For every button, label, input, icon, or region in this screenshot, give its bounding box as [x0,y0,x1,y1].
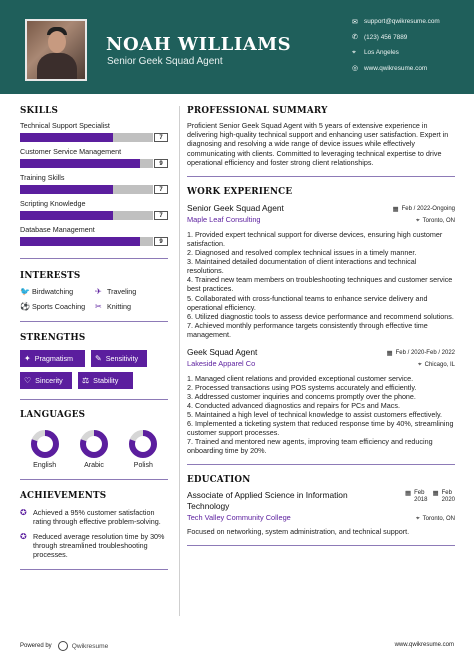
skill-label: Database Management [20,225,95,234]
heart-icon: ♡ [24,376,32,385]
skill-bar [20,133,168,142]
calendar-icon: ▦ [386,349,393,357]
job-bullet: 7. Achieved monthly performance targets consistently through effective time management. [187,320,428,339]
skills-heading: SKILLS [20,106,59,116]
skill-track [20,185,153,194]
language-ring [128,429,158,459]
section-divider [20,399,168,400]
job-dates [392,205,455,213]
job-bullet: 1. Provided expert technical support for diverse devices, ensuring high customer satisfaction. [187,230,443,249]
section-divider [20,479,168,480]
strength-chip [78,372,133,389]
right-column [187,106,455,546]
brand-name: Qwikresume [71,642,109,650]
contact-info [352,14,472,76]
language-label: Arabic [84,462,104,469]
experience-heading: WORK EXPERIENCE [187,187,293,198]
knitting-icon: ✂ [95,302,102,311]
job-bullet: 4. Trained new team members on troubleshooting techniques and customer service best practices. [187,275,453,294]
job-title: Senior Geek Squad Agent [187,203,284,214]
calendar-icon: ▦ [392,206,399,214]
education-dates [400,490,455,504]
contact-phone[interactable] [352,30,472,46]
job-bullet: 2. Processed transactions using POS systems accurately and efficiently. [187,382,417,392]
section-divider [20,258,168,259]
contact-location [352,45,472,61]
interest-label: Knitting [107,302,131,311]
education-start [405,490,428,504]
achievement-item [20,532,168,559]
interests-list [20,287,168,311]
strength-label: Stability [93,376,119,385]
strengths-list [20,350,170,389]
skill-bar [20,159,168,168]
location-icon: ⌖ [415,217,420,225]
language-ring [79,429,109,459]
job-entry [187,347,455,456]
skill-track [20,159,153,168]
footer-url[interactable]: www.qwikresume.com [394,642,454,648]
section-divider [187,464,455,465]
language-item [119,429,168,469]
skill-track [20,237,153,246]
skill-score: 7 [154,133,168,142]
interests-heading: INTERESTS [20,271,81,281]
interest-label: Birdwatching [32,287,74,296]
bird-icon: 🐦 [20,287,30,296]
candidate-name: NOAH WILLIAMS [106,34,292,55]
summary-text: Proficient Senior Geek Squad Agent with 5 years of extensive experience in delivering high-quality technical support and enhancing user satisfaction. Expert in diagnosing and resolving a wide range of device issues while effectively communicating with clients. Committed to leveraging technical expertise to drive operational efficiency and foster strong client relationships. [187,121,449,167]
skill-bar [20,237,168,246]
stability-icon: ⚖ [82,376,90,385]
skill-track [20,211,153,220]
job-bullet: 6. Utilized diagnostic tools to assess device performance and recommend solutions. [187,311,454,321]
job-bullet: 4. Conducted advanced diagnostics and repairs for PCs and Macs. [187,401,400,411]
strength-chip [91,350,147,367]
education-heading: EDUCATION [187,475,251,486]
skill-item [20,225,168,246]
contact-website-text: www.qwikresume.com [364,64,428,72]
section-divider [20,569,168,570]
education-focus: Focused on networking, system administration, and technical support. [187,526,410,536]
job-bullets [187,230,455,339]
job-location [418,361,455,369]
column-divider [179,106,180,616]
education-entry [187,490,455,511]
language-label: English [33,462,57,469]
job-bullets [187,374,455,456]
skill-score: 7 [154,185,168,194]
job-bullet: 6. Implemented a ticketing system that reduced response time by 40%, streamlining customer support processes. [187,419,454,438]
education-end-year: 2020 [441,497,455,504]
skill-track [20,133,153,142]
contact-location-text: Los Angeles [364,49,399,57]
interest-label: Sports Coaching [32,302,86,311]
language-ring [30,429,60,459]
location-icon: ⌖ [417,360,422,368]
powered-by-text: Powered by [20,643,52,649]
skill-item [20,173,168,194]
sensitivity-icon: ✎ [95,354,102,363]
travel-icon: ✈ [95,287,102,296]
skill-bar [20,211,168,220]
company-name: Maple Leaf Consulting [187,215,261,225]
job-bullet: 2. Diagnosed and resolved complex technical issues in a timely manner. [187,248,417,258]
education-start-month: Feb [414,490,425,497]
interest-item [20,302,95,311]
job-bullet: 3. Addressed customer inquiries and concerns promptly over the phone. [187,391,416,401]
candidate-title: Senior Geek Squad Agent [107,56,223,67]
education-location-text: Toronto, ON [422,515,455,522]
email-icon: ✉ [352,18,358,26]
job-bullet: 7. Trained and mentored new agents, improving team efficiency and reducing onboarding time by 20%. [187,437,433,456]
achievement-icon: ✪ [20,532,27,541]
left-column [20,106,168,570]
job-location-text: Toronto, ON [422,218,455,225]
interest-item [20,287,95,296]
achievements-heading: ACHIEVEMENTS [20,491,107,501]
job-entry [187,203,455,339]
company-name: Lakeside Apparel Co [187,358,256,368]
profile-photo [25,19,87,81]
contact-phone-text: (123) 456 7889 [364,33,408,41]
photo-body [37,53,77,81]
sports-icon: ⚽ [20,302,30,311]
skill-label: Scripting Knowledge [20,199,86,208]
location-icon: ⌖ [415,514,420,522]
achievement-text: Achieved a 95% customer satisfaction rating through effective problem-solving. [33,508,161,526]
globe-icon: ◎ [352,65,359,73]
skill-label: Technical Support Specialist [20,121,110,130]
strength-label: Sensitivity [105,354,139,363]
languages-list [20,429,168,469]
skill-item [20,199,168,220]
calendar-icon: ▦ [432,490,439,498]
skill-fill [20,133,113,142]
skill-score: 9 [154,237,168,246]
language-item [69,429,118,469]
phone-icon: ✆ [352,34,358,42]
section-divider [187,176,455,177]
education-end [432,490,455,504]
job-location [416,217,455,225]
footer-powered [20,641,108,651]
section-divider [187,545,455,546]
strength-chip [20,372,72,389]
skill-fill [20,185,113,194]
job-location-text: Chicago, IL [424,361,455,368]
interest-item [95,302,168,311]
qwikresume-logo-icon [58,641,68,651]
job-title: Geek Squad Agent [187,346,258,357]
contact-website[interactable] [352,61,472,77]
interest-label: Traveling [107,287,137,296]
job-dates-text: Feb / 2022-Ongoing [401,206,455,213]
job-dates-text: Feb / 2020-Feb / 2022 [395,349,455,356]
skill-fill [20,159,140,168]
summary-heading: PROFESSIONAL SUMMARY [187,106,328,116]
education-start-year: 2018 [414,497,428,504]
languages-heading: LANGUAGES [20,410,86,420]
job-dates [386,349,455,357]
skills-list [20,121,168,246]
location-icon: ⌖ [352,48,356,56]
strength-label: Sincerity [35,376,63,385]
section-divider [20,321,168,322]
achievement-icon: ✪ [20,508,27,517]
pragmatism-icon: ✦ [24,354,31,363]
achievement-text: Reduced average resolution time by 30% through streamlined troubleshooting processes. [33,532,165,559]
skill-item [20,121,168,142]
job-bullet: 1. Managed client relations and provided exceptional customer service. [187,373,414,383]
resume-header [0,0,474,94]
contact-email[interactable] [352,14,472,30]
language-label: Polish [133,462,153,469]
skill-score: 7 [154,211,168,220]
skill-fill [20,211,113,220]
education-end-month: Feb [441,490,452,497]
skill-label: Customer Service Management [20,147,122,156]
interest-item [95,287,168,296]
school-name: Tech Valley Community College [187,512,291,522]
skill-item [20,147,168,168]
contact-email-text: support@qwikresume.com [364,18,440,26]
education-location [416,515,455,523]
strengths-heading: STRENGTHS [20,333,86,343]
photo-face [48,31,66,53]
degree-title: Associate of Applied Science in Information Technology [187,490,348,511]
calendar-icon: ▦ [404,490,412,498]
strength-label: Pragmatism [34,354,74,363]
job-bullet: 3. Maintained detailed documentation of client interactions and technical resolutions. [187,257,417,276]
job-bullet: 5. Maintained a high level of technical knowledge to assist customers effectively. [187,410,443,420]
skill-score: 9 [154,159,168,168]
skill-fill [20,237,140,246]
achievement-item [20,508,168,526]
strength-chip [20,350,85,367]
job-bullet: 5. Collaborated with cross-functional teams to enhance service delivery and operational efficiency. [187,293,428,312]
skill-label: Training Skills [20,173,65,182]
language-item [20,429,69,469]
skill-bar [20,185,168,194]
